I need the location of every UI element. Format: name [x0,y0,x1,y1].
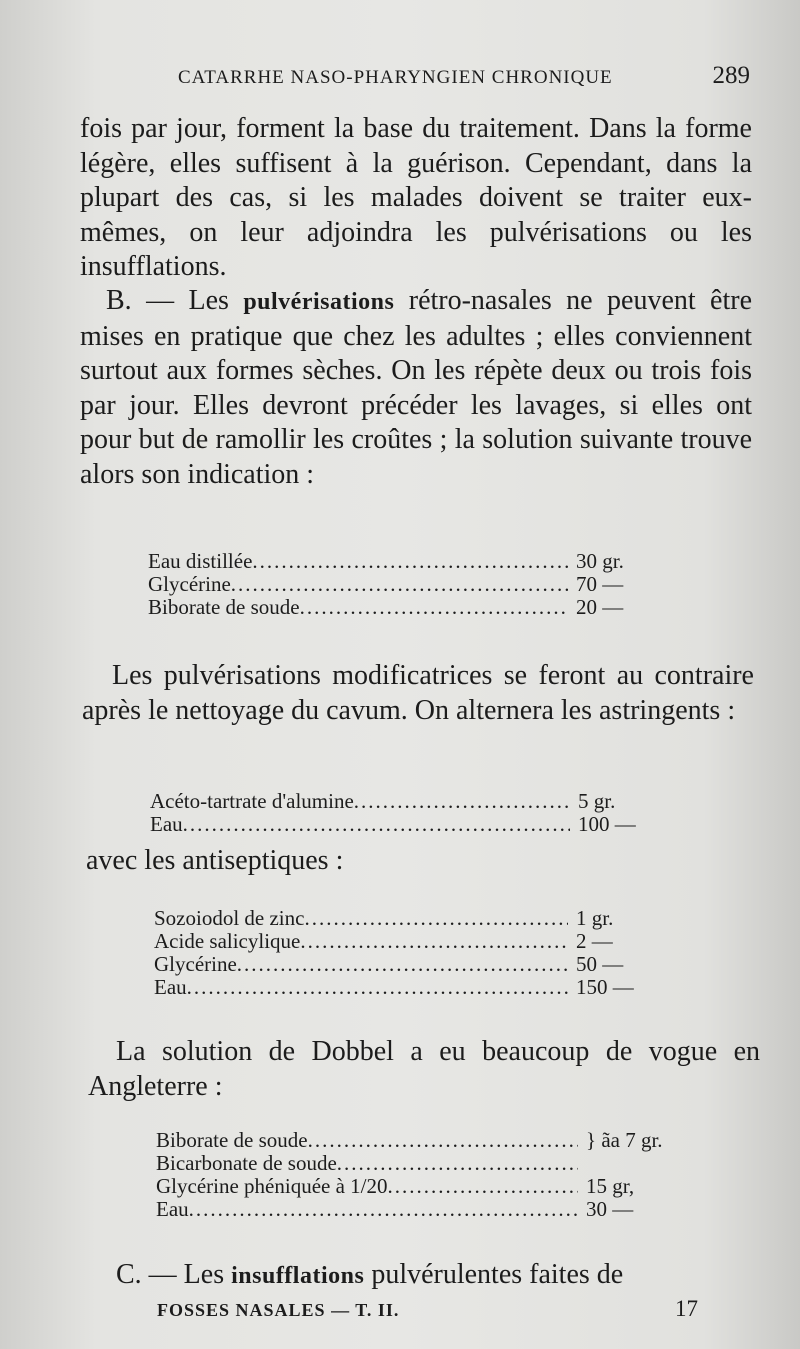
ingredient-name: Eau distillée [148,549,253,573]
formula-row [150,813,670,836]
ingredient-quantity: } ãa 7 gr. [586,1128,663,1152]
running-title: CATARRHE NASO-PHARYNGIEN CHRONIQUE [178,67,613,88]
ingredient-quantity: 15 gr, [586,1174,635,1198]
ingredient-quantity: 20 — [576,595,624,619]
paragraph-1: fois par jour, forment la base du traitement. Dans la forme légère, elles suffisent à la guérison. Cependant, dans la plupart des cas, si les malades doivent se traiter eux-mêmes, on leur adjoindra les pulvérisations ou les insufflations. [80,113,752,282]
ingredient-name: Sozoiodol de zinc [154,906,305,930]
ingredient-quantity: 70 — [576,572,624,596]
ingredient-name: Biborate de soude [148,595,300,619]
ingredient-name: Eau [150,812,183,836]
ingredient-quantity: 150 — [576,975,634,999]
page-header [178,62,750,90]
ingredient-name: Eau [156,1197,189,1221]
ingredient-quantity: 2 — [576,929,613,953]
ingredient-name: Glycérine phéniquée à 1/20 [156,1174,388,1198]
paragraph-3: Les pulvérisations modificatrices se feront au contraire après le nettoyage du cavum. On alternera les astringents : [82,660,754,726]
formula-row [154,907,668,930]
paragraph-2 [80,284,752,492]
ingredient-quantity: 100 — [578,812,636,836]
paragraph-5: La solution de Dobbel a eu beaucoup de vogue en Angleterre : [88,1036,760,1102]
formula-row [156,1129,716,1152]
ingredient-name: Biborate de soude [156,1128,308,1152]
ingredient-quantity: 30 gr. [576,549,624,573]
ingredient-name: Bicarbonate de soude [156,1151,337,1175]
formula-3 [154,907,668,999]
ingredient-name: Acéto-tartrate d'alumine [150,789,354,813]
ingredient-quantity: 5 gr. [578,789,616,813]
formula-row [156,1175,716,1198]
paragraph-2-prefix: B. — Les [106,285,229,316]
paragraph-2-rest: rétro-nasales ne peuvent être mises en pratique que chez les adultes ; elles conviennent surtout aux formes sèches. On les répète deux ou trois fois par jour. Elles devront précéder les lavages, si elles ont pour but de ramollir les croûtes ; la solution suivante trouve alors son indication : [80,285,753,490]
paragraph-6-rest: pulvérulentes faites de [371,1259,624,1290]
ingredient-quantity: 30 — [586,1197,634,1221]
paragraph-6-prefix: C. — Les [116,1259,225,1290]
page-number: 289 [712,62,750,89]
formula-row [154,953,668,976]
ingredient-name: Eau [154,975,187,999]
formula-row [156,1152,716,1175]
term-insufflations: insufflations [231,1263,365,1289]
formula-row [148,550,668,573]
ingredient-quantity: 50 — [576,952,624,976]
ingredient-name: Acide salicylique [154,929,301,953]
ingredient-name: Glycérine [154,952,237,976]
page-footer [157,1296,698,1322]
ingredient-quantity: 1 gr. [576,906,614,930]
paragraph-4: avec les antiseptiques : [86,845,344,876]
formula-row [150,790,670,813]
formula-2 [150,790,670,836]
formula-row [154,930,668,953]
term-pulverisations: pulvérisations [243,289,395,315]
formula-row [154,976,668,999]
signature-mark: 17 [675,1296,698,1321]
formula-row [148,596,668,619]
formula-1 [148,550,668,619]
formula-row [156,1198,716,1221]
paragraph-6 [96,1258,756,1294]
formula-row [148,573,668,596]
ingredient-name: Glycérine [148,572,231,596]
footer-title: FOSSES NASALES — T. II. [157,1300,400,1320]
formula-4 [156,1129,716,1221]
